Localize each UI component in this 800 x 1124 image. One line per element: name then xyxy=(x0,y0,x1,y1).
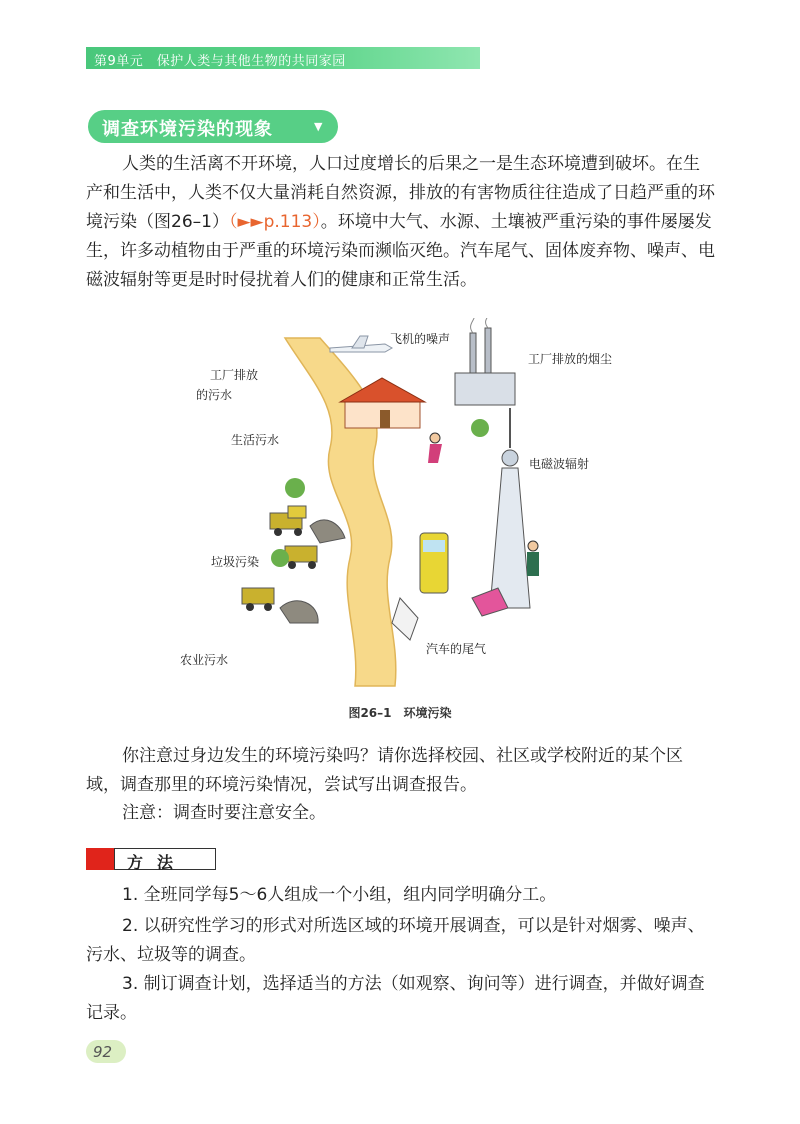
pollution-illustration xyxy=(180,318,620,688)
label-factory-water-line2: 的污水 xyxy=(196,388,233,402)
section-title: 调查环境污染的现象 xyxy=(102,119,273,140)
method-step-3: 3. 制订调查计划，选择适当的方法（如观察、询问等）进行调查，并做好调查记录。 xyxy=(86,974,705,1023)
airplane-icon xyxy=(330,336,392,352)
person-icon xyxy=(428,433,442,463)
tree-icon xyxy=(271,549,289,567)
question-paragraph: 你注意过身边发生的环境污染吗？请你选择校园、社区或学校附近的某个区域，调查那里的环境污染情况，尝试写出调查报告。 xyxy=(86,746,683,795)
label-agri-water: 农业污水 xyxy=(180,653,229,667)
garbage-pile xyxy=(280,601,318,623)
truck-icon xyxy=(270,506,306,536)
factory-icon xyxy=(455,318,515,405)
label-car-exhaust: 汽车的尾气 xyxy=(426,642,487,656)
car-icon xyxy=(392,598,418,640)
section-title-pill xyxy=(88,110,338,143)
page-number: 92 xyxy=(93,1043,113,1061)
unit-header-bar xyxy=(86,47,480,69)
label-garbage: 垃圾污染 xyxy=(211,555,260,569)
intro-paragraph xyxy=(86,150,716,295)
figure-number: 图26–1 xyxy=(348,706,392,720)
tree-icon xyxy=(285,478,305,498)
label-factory-water-line1: 工厂排放 xyxy=(210,368,259,382)
method-step-2: 2. 以研究性学习的形式对所选区域的环境开展调查，可以是针对烟雾、噪声、污水、垃圾等的调查。 xyxy=(86,916,705,965)
figure-caption xyxy=(0,704,800,721)
label-airplane-noise: 飞机的噪声 xyxy=(390,332,451,346)
bus-icon xyxy=(420,533,448,593)
triangle-down-icon: ▼ xyxy=(314,120,323,133)
method-label-box xyxy=(114,848,216,870)
safety-note: 注意：调查时要注意安全。 xyxy=(122,803,326,823)
cross-reference-link[interactable]: （►►p.113） xyxy=(228,212,321,232)
intro-text-1: 人类的生活离不开环境，人口过度增长的后果之一是生态环境遭到破坏。在生产和生活中，人类不仅大量消耗自然资源，排放的有害物质往往造成了日趋严重的环境污染（图26–1） xyxy=(86,154,715,232)
label-factory-smoke: 工厂排放的烟尘 xyxy=(528,352,613,366)
page-number-badge xyxy=(86,1040,126,1063)
unit-title: 第9单元 保护人类与其他生物的共同家园 xyxy=(94,54,346,69)
person-icon xyxy=(527,541,539,576)
tree-icon xyxy=(471,419,489,437)
tv-tower-icon xyxy=(490,408,530,608)
method-label: 方法 xyxy=(127,853,188,872)
truck-icon xyxy=(285,546,317,569)
intro-text-2: 。环境中大气、水源、土壤被严重污染的事件屡屡发生，许多动植物由于严重的环境污染而濒临灭绝。汽车尾气、固体废弃物、噪声、电磁波辐射等更是时时侵扰着人们的健康和正常生活。 xyxy=(86,212,715,290)
label-domestic-water: 生活污水 xyxy=(231,433,280,447)
figure-title: 环境污染 xyxy=(403,706,452,720)
garbage-pile xyxy=(310,520,345,543)
method-step-1: 1. 全班同学每5～6人组成一个小组，组内同学明确分工。 xyxy=(122,885,557,905)
truck-icon xyxy=(242,588,274,611)
method-accent-bar xyxy=(86,848,114,870)
label-em-radiation: 电磁波辐射 xyxy=(529,457,590,471)
